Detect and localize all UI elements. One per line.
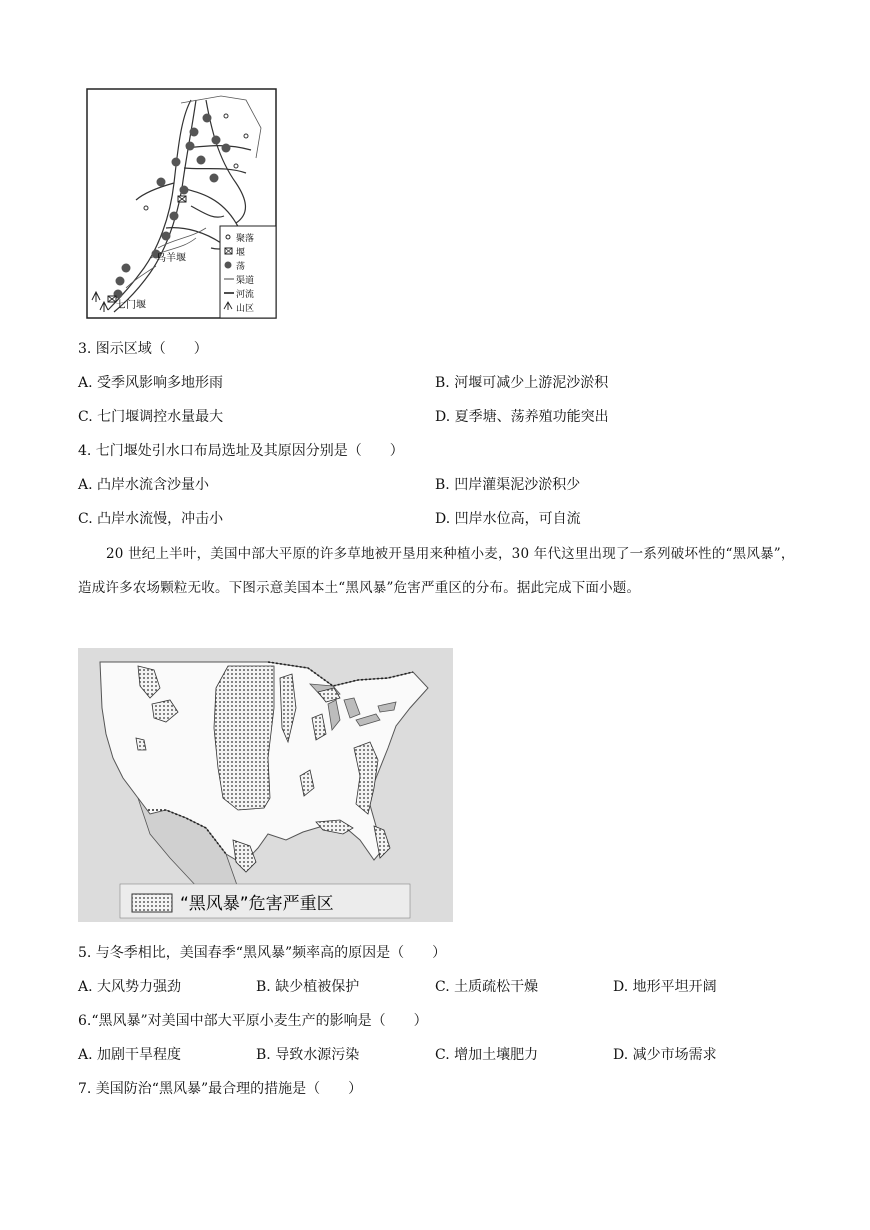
q5-option-c[interactable]: C. 土质疏松干燥 <box>435 979 539 995</box>
question-5-stem: 5. 与冬季相比，美国春季“黑风暴”频率高的原因是（ ） <box>78 945 447 961</box>
q4-option-a[interactable]: A. 凸岸水流含沙量小 <box>78 477 210 493</box>
legend-canal: 渠道 <box>236 276 255 286</box>
legend-river: 河流 <box>236 290 255 300</box>
question-3-options-row-2 <box>78 407 798 427</box>
question-7-stem: 7. 美国防治“黑风暴”最合理的措施是（ ） <box>78 1081 363 1097</box>
q6-option-a[interactable]: A. 加剧干旱程度 <box>78 1047 182 1063</box>
q5-option-b[interactable]: B. 缺少植被保护 <box>256 979 360 995</box>
question-6-stem: 6.“黑风暴”对美国中部大平原小麦生产的影响是（ ） <box>78 1013 428 1029</box>
question-3-options-row-1 <box>78 373 798 393</box>
dust-storm-passage: 20 世纪上半叶，美国中部大平原的许多草地被开垦用来种植小麦，30 年代这里出现了一系列破坏性的“黑风暴”，造成许多农场颗粒无收。下图示意美国本土“黑风暴”危害严重区的分布。据此完成下面小题。 <box>78 546 795 596</box>
q4-option-d[interactable]: D. 凹岸水位高，可自流 <box>435 511 581 527</box>
q4-option-b[interactable]: B. 凹岸灌渠泥沙淤积少 <box>435 477 581 493</box>
q6-option-b[interactable]: B. 导致水源污染 <box>256 1047 360 1063</box>
wuyang-weir-label: 乌羊堰 <box>156 253 186 264</box>
legend-swatch <box>132 894 172 912</box>
q3-option-d[interactable]: D. 夏季塘、荡养殖功能突出 <box>435 409 609 425</box>
q3-option-c[interactable]: C. 七门堰调控水量最大 <box>78 409 224 425</box>
legend-settlement: 聚落 <box>236 234 255 244</box>
question-4-options-row-2 <box>78 509 798 529</box>
q3-option-b[interactable]: B. 河堰可减少上游泥沙淤积 <box>435 375 609 391</box>
weir-map-figure <box>86 88 278 320</box>
question-5-options <box>78 977 798 997</box>
map-legend <box>220 226 276 318</box>
q3-option-a[interactable]: A. 受季风影响多地形雨 <box>78 375 224 391</box>
qimen-weir-label: 七门堰 <box>116 300 146 311</box>
q5-option-d[interactable]: D. 地形平坦开阔 <box>613 979 717 995</box>
q6-option-c[interactable]: C. 增加土壤肥力 <box>435 1047 539 1063</box>
legend-dang: 荡 <box>236 262 246 272</box>
question-4-stem: 4. 七门堰处引水口布局选址及其原因分别是（ ） <box>78 443 404 459</box>
question-6-options <box>78 1045 798 1065</box>
legend-mountain: 山区 <box>236 304 255 314</box>
q6-option-d[interactable]: D. 减少市场需求 <box>613 1047 717 1063</box>
legend-weir: 堰 <box>236 248 246 258</box>
legend-dust-storm-area: “黑风暴”危害严重区 <box>180 894 334 914</box>
q4-option-c[interactable]: C. 凸岸水流慢，冲击小 <box>78 511 224 527</box>
question-3-stem: 3. 图示区域（ ） <box>78 341 208 357</box>
us-dust-storm-map <box>78 648 453 922</box>
q5-option-a[interactable]: A. 大风势力强劲 <box>78 979 182 995</box>
question-4-options-row-1 <box>78 475 798 495</box>
